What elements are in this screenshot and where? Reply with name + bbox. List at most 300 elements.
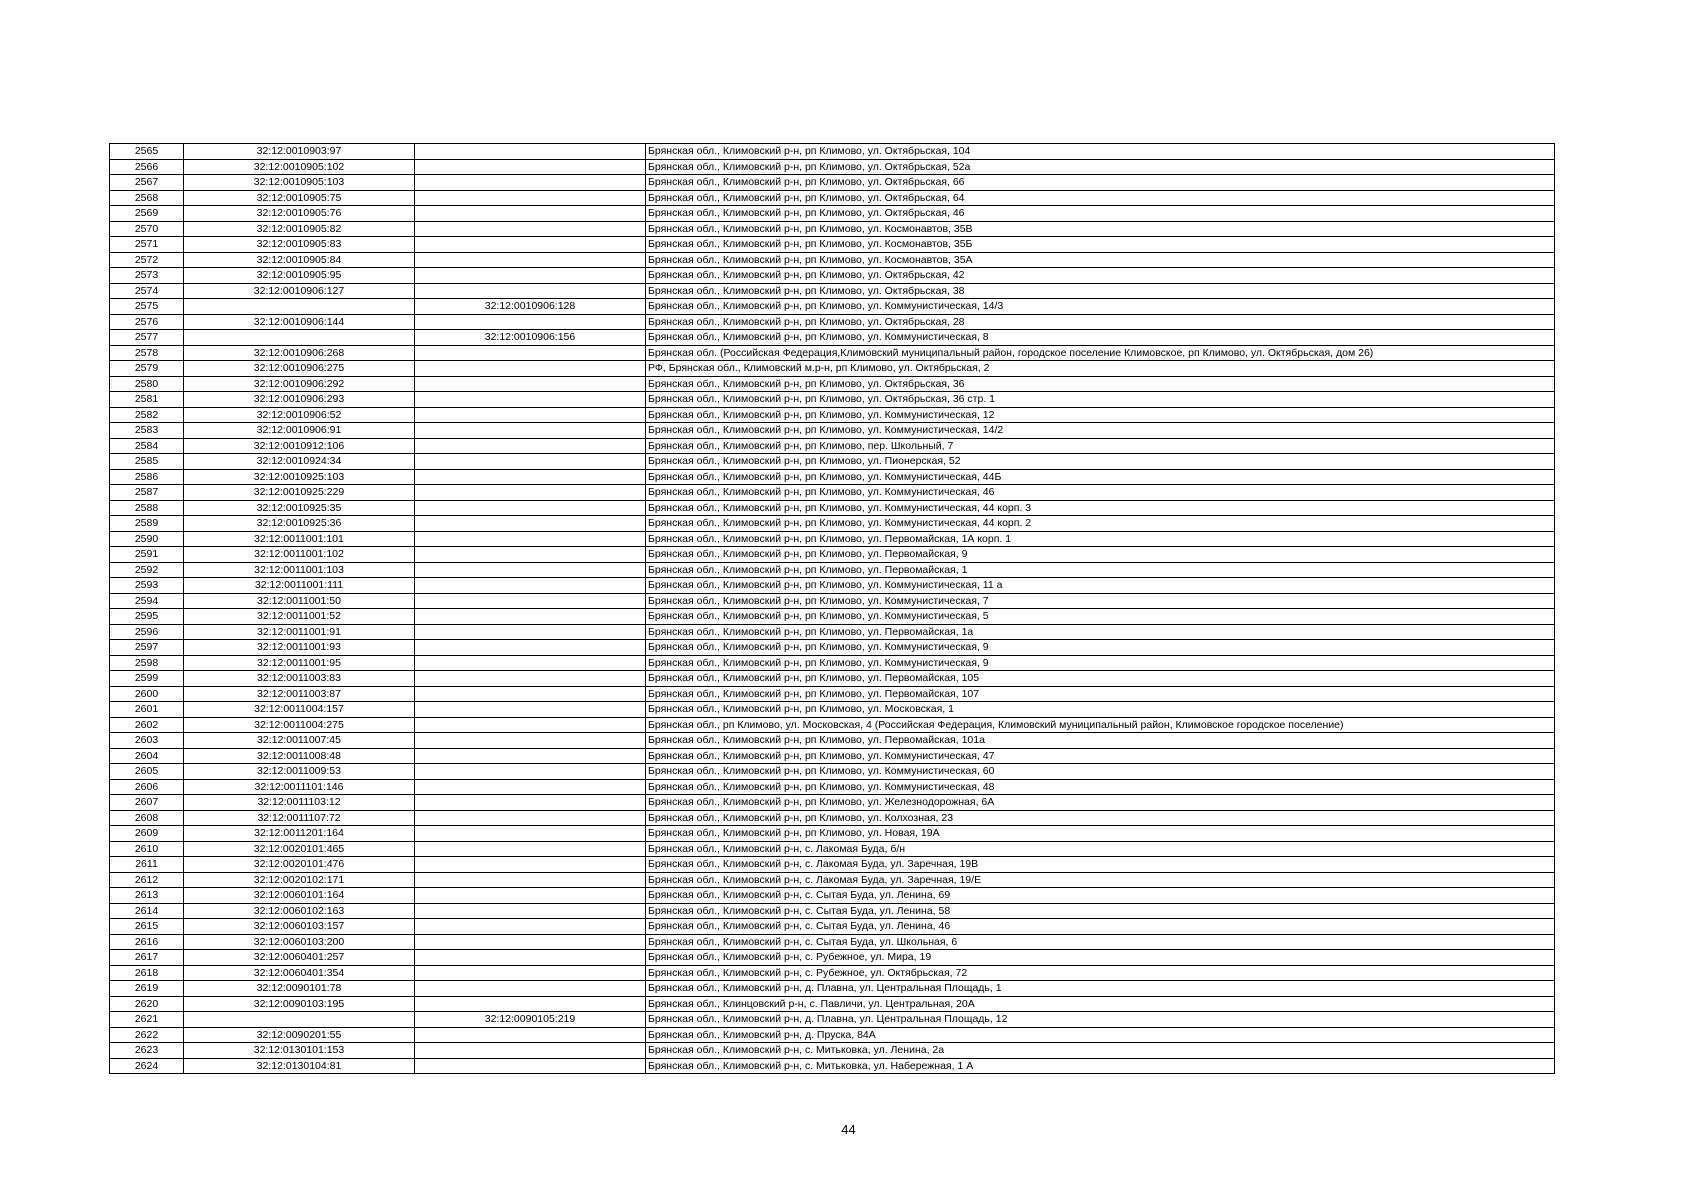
row-number-cell: 2578 <box>110 345 184 361</box>
cadastral-number-cell: 32:12:0010906:52 <box>184 407 415 423</box>
table-row <box>110 981 1555 997</box>
row-number-cell: 2613 <box>110 888 184 904</box>
row-number-cell: 2599 <box>110 671 184 687</box>
table-row <box>110 1027 1555 1043</box>
cadastral-number-cell: 32:12:0010905:95 <box>184 268 415 284</box>
cadastral-number-alt-cell <box>415 655 646 671</box>
cadastral-number-cell: 32:12:0020101:476 <box>184 857 415 873</box>
cadastral-number-cell: 32:12:0011009:53 <box>184 764 415 780</box>
cadastral-number-cell <box>184 299 415 315</box>
table-row <box>110 469 1555 485</box>
address-cell: Брянская обл., Климовский р-н, рп Климово, ул. Пионерская, 52 <box>646 454 1555 470</box>
table-row <box>110 547 1555 563</box>
address-cell: Брянская обл., Климовский р-н, с. Сытая Буда, ул. Ленина, 46 <box>646 919 1555 935</box>
address-cell: Брянская обл., Климовский р-н, рп Климово, ул. Коммунистическая, 44 корп. 3 <box>646 500 1555 516</box>
row-number-cell: 2617 <box>110 950 184 966</box>
table-row <box>110 206 1555 222</box>
address-cell: Брянская обл., Климовский р-н, с. Лакомая Буда, ул. Заречная, 19В <box>646 857 1555 873</box>
address-cell: Брянская обл., Климовский р-н, рп Климово, ул. Коммунистическая, 9 <box>646 640 1555 656</box>
address-cell: Брянская обл., Климовский р-н, рп Климово, ул. Коммунистическая, 12 <box>646 407 1555 423</box>
table-row <box>110 531 1555 547</box>
address-cell: Брянская обл., Климовский р-н, рп Климово, ул. Коммунистическая, 11 а <box>646 578 1555 594</box>
row-number-cell: 2576 <box>110 314 184 330</box>
cadastral-number-cell: 32:12:0011001:111 <box>184 578 415 594</box>
cadastral-number-cell: 32:12:0010906:268 <box>184 345 415 361</box>
cadastral-number-alt-cell <box>415 671 646 687</box>
address-cell: Брянская обл., Климовский р-н, рп Климово, ул. Октябрьская, 42 <box>646 268 1555 284</box>
cadastral-number-alt-cell <box>415 376 646 392</box>
table-row <box>110 795 1555 811</box>
cadastral-number-cell: 32:12:0011001:93 <box>184 640 415 656</box>
row-number-cell: 2598 <box>110 655 184 671</box>
address-cell: Брянская обл. (Российская Федерация,Климовский муниципальный район, городское поселение Климовское, рп Климово, ул. Октябрьская, дом 26) <box>646 345 1555 361</box>
cadastral-number-cell: 32:12:0090101:78 <box>184 981 415 997</box>
address-cell: Брянская обл., Климовский р-н, рп Климово, ул. Коммунистическая, 14/2 <box>646 423 1555 439</box>
table-row <box>110 562 1555 578</box>
cadastral-number-cell: 32:12:0011001:102 <box>184 547 415 563</box>
address-cell: Брянская обл., Климовский р-н, рп Климово, ул. Коммунистическая, 60 <box>646 764 1555 780</box>
cadastral-number-cell: 32:12:0010905:83 <box>184 237 415 253</box>
cadastral-number-alt-cell <box>415 469 646 485</box>
cadastral-number-alt-cell <box>415 748 646 764</box>
cadastral-number-cell: 32:12:0020102:171 <box>184 872 415 888</box>
cadastral-number-alt-cell <box>415 423 646 439</box>
table-row <box>110 593 1555 609</box>
cadastral-number-alt-cell <box>415 392 646 408</box>
cadastral-number-alt-cell <box>415 237 646 253</box>
table-row <box>110 764 1555 780</box>
table-row <box>110 996 1555 1012</box>
table-row <box>110 578 1555 594</box>
row-number-cell: 2603 <box>110 733 184 749</box>
table-row <box>110 903 1555 919</box>
address-cell: Брянская обл., Климовский р-н, с. Лакомая Буда, б/н <box>646 841 1555 857</box>
address-cell: Брянская обл., Климовский р-н, рп Климово, ул. Первомайская, 105 <box>646 671 1555 687</box>
cadastral-number-cell: 32:12:0011103:12 <box>184 795 415 811</box>
table-row <box>110 640 1555 656</box>
address-cell: Брянская обл., Климовский р-н, рп Климово, ул. Октябрьская, 36 стр. 1 <box>646 392 1555 408</box>
address-cell: Брянская обл., Климовский р-н, рп Климово, ул. Железнодорожная, 6А <box>646 795 1555 811</box>
table-row <box>110 919 1555 935</box>
row-number-cell: 2624 <box>110 1058 184 1074</box>
cadastral-number-alt-cell <box>415 593 646 609</box>
cadastral-number-alt-cell: 32:12:0010906:156 <box>415 330 646 346</box>
cadastral-number-cell: 32:12:0010925:229 <box>184 485 415 501</box>
row-number-cell: 2595 <box>110 609 184 625</box>
row-number-cell: 2622 <box>110 1027 184 1043</box>
table-row <box>110 516 1555 532</box>
cadastral-number-alt-cell <box>415 609 646 625</box>
row-number-cell: 2609 <box>110 826 184 842</box>
address-cell: Брянская обл., Климовский р-н, с. Сытая Буда, ул. Ленина, 58 <box>646 903 1555 919</box>
table-row <box>110 314 1555 330</box>
cadastral-number-cell: 32:12:0010925:103 <box>184 469 415 485</box>
row-number-cell: 2568 <box>110 190 184 206</box>
row-number-cell: 2616 <box>110 934 184 950</box>
cadastral-number-alt-cell <box>415 888 646 904</box>
table-row <box>110 733 1555 749</box>
address-cell: РФ, Брянская обл., Климовский м.р-н, рп Климово, ул. Октябрьская, 2 <box>646 361 1555 377</box>
cadastral-number-alt-cell <box>415 764 646 780</box>
cadastral-number-alt-cell <box>415 159 646 175</box>
cadastral-number-alt-cell <box>415 872 646 888</box>
address-cell: Брянская обл., Климовский р-н, рп Климово, ул. Октябрьская, 36 <box>646 376 1555 392</box>
cadastral-number-alt-cell <box>415 314 646 330</box>
cadastral-number-alt-cell <box>415 578 646 594</box>
cadastral-number-cell: 32:12:0010905:103 <box>184 175 415 191</box>
row-number-cell: 2566 <box>110 159 184 175</box>
row-number-cell: 2570 <box>110 221 184 237</box>
table-row <box>110 950 1555 966</box>
cadastral-number-cell: 32:12:0011107:72 <box>184 810 415 826</box>
address-cell: Брянская обл., Климовский р-н, рп Климово, ул. Колхозная, 23 <box>646 810 1555 826</box>
table-row <box>110 655 1555 671</box>
cadastral-number-alt-cell <box>415 919 646 935</box>
row-number-cell: 2612 <box>110 872 184 888</box>
row-number-cell: 2567 <box>110 175 184 191</box>
cadastral-number-cell: 32:12:0011001:95 <box>184 655 415 671</box>
cadastral-number-cell: 32:12:0011008:48 <box>184 748 415 764</box>
table-row <box>110 826 1555 842</box>
cadastral-number-alt-cell <box>415 283 646 299</box>
row-number-cell: 2601 <box>110 702 184 718</box>
cadastral-number-alt-cell <box>415 841 646 857</box>
address-cell: Брянская обл., Климовский р-н, с. Лакомая Буда, ул. Заречная, 19/Е <box>646 872 1555 888</box>
cadastral-number-cell: 32:12:0010906:293 <box>184 392 415 408</box>
cadastral-number-cell <box>184 330 415 346</box>
table-row <box>110 609 1555 625</box>
cadastral-number-cell: 32:12:0010905:75 <box>184 190 415 206</box>
table-row <box>110 1012 1555 1028</box>
row-number-cell: 2587 <box>110 485 184 501</box>
table-row <box>110 252 1555 268</box>
row-number-cell: 2590 <box>110 531 184 547</box>
cadastral-number-cell: 32:12:0130104:81 <box>184 1058 415 1074</box>
row-number-cell: 2577 <box>110 330 184 346</box>
cadastral-number-cell: 32:12:0011004:157 <box>184 702 415 718</box>
table-row <box>110 361 1555 377</box>
row-number-cell: 2569 <box>110 206 184 222</box>
table-row <box>110 779 1555 795</box>
row-number-cell: 2623 <box>110 1043 184 1059</box>
address-cell: Брянская обл., Климовский р-н, рп Климово, ул. Коммунистическая, 44 корп. 2 <box>646 516 1555 532</box>
cadastral-number-cell: 32:12:0060101:164 <box>184 888 415 904</box>
row-number-cell: 2585 <box>110 454 184 470</box>
address-cell: Брянская обл., Климовский р-н, рп Климово, ул. Коммунистическая, 14/3 <box>646 299 1555 315</box>
cadastral-number-cell: 32:12:0011001:52 <box>184 609 415 625</box>
address-cell: Брянская обл., Климовский р-н, рп Климово, ул. Коммунистическая, 7 <box>646 593 1555 609</box>
address-cell: Брянская обл., Климовский р-н, с. Митьковка, ул. Ленина, 2а <box>646 1043 1555 1059</box>
cadastral-number-alt-cell <box>415 717 646 733</box>
cadastral-number-alt-cell <box>415 857 646 873</box>
cadastral-number-cell: 32:12:0010906:275 <box>184 361 415 377</box>
cadastral-number-cell: 32:12:0060103:157 <box>184 919 415 935</box>
cadastral-number-cell: 32:12:0010905:82 <box>184 221 415 237</box>
table-row <box>110 376 1555 392</box>
cadastral-number-alt-cell <box>415 733 646 749</box>
cadastral-number-cell: 32:12:0060102:163 <box>184 903 415 919</box>
address-cell: Брянская обл., Климовский р-н, рп Климово, ул. Коммунистическая, 5 <box>646 609 1555 625</box>
cadastral-number-alt-cell <box>415 965 646 981</box>
cadastral-number-alt-cell <box>415 624 646 640</box>
row-number-cell: 2604 <box>110 748 184 764</box>
address-cell: Брянская обл., Климовский р-н, рп Климово, ул. Первомайская, 107 <box>646 686 1555 702</box>
cadastral-number-alt-cell: 32:12:0010906:128 <box>415 299 646 315</box>
cadastral-number-cell: 32:12:0010925:36 <box>184 516 415 532</box>
address-cell: Брянская обл., Климовский р-н, рп Климово, ул. Коммунистическая, 44Б <box>646 469 1555 485</box>
cadastral-number-alt-cell <box>415 686 646 702</box>
row-number-cell: 2573 <box>110 268 184 284</box>
table-row <box>110 500 1555 516</box>
table-row <box>110 423 1555 439</box>
table-row <box>110 299 1555 315</box>
address-cell: Брянская обл., Климовский р-н, рп Климово, ул. Октябрьская, 46 <box>646 206 1555 222</box>
address-cell: Брянская обл., Климовский р-н, рп Климово, ул. Космонавтов, 35А <box>646 252 1555 268</box>
row-number-cell: 2594 <box>110 593 184 609</box>
cadastral-number-alt-cell <box>415 547 646 563</box>
table-row <box>110 268 1555 284</box>
cadastral-number-cell: 32:12:0090103:195 <box>184 996 415 1012</box>
row-number-cell: 2606 <box>110 779 184 795</box>
cadastral-number-cell: 32:12:0010925:35 <box>184 500 415 516</box>
row-number-cell: 2581 <box>110 392 184 408</box>
address-cell: Брянская обл., Климовский р-н, рп Климово, ул. Коммунистическая, 48 <box>646 779 1555 795</box>
address-cell: Брянская обл., Климовский р-н, рп Климово, ул. Новая, 19А <box>646 826 1555 842</box>
registry-table-body <box>110 144 1555 1074</box>
row-number-cell: 2597 <box>110 640 184 656</box>
row-number-cell: 2611 <box>110 857 184 873</box>
row-number-cell: 2586 <box>110 469 184 485</box>
row-number-cell: 2615 <box>110 919 184 935</box>
page-number: 44 <box>841 1122 856 1137</box>
row-number-cell: 2574 <box>110 283 184 299</box>
cadastral-number-alt-cell <box>415 562 646 578</box>
row-number-cell: 2583 <box>110 423 184 439</box>
address-cell: Брянская обл., Климовский р-н, д. Плавна, ул. Центральная Площадь, 12 <box>646 1012 1555 1028</box>
address-cell: Брянская обл., рп Климово, ул. Московская, 4 (Российская Федерация, Климовский муниципальный район, Климовское городское поселение) <box>646 717 1555 733</box>
address-cell: Брянская обл., Климовский р-н, рп Климово, ул. Первомайская, 9 <box>646 547 1555 563</box>
row-number-cell: 2579 <box>110 361 184 377</box>
cadastral-number-alt-cell <box>415 407 646 423</box>
table-row <box>110 485 1555 501</box>
row-number-cell: 2584 <box>110 438 184 454</box>
table-row <box>110 934 1555 950</box>
table-row <box>110 438 1555 454</box>
address-cell: Брянская обл., Климовский р-н, рп Климово, ул. Октябрьская, 66 <box>646 175 1555 191</box>
table-row <box>110 283 1555 299</box>
table-row <box>110 841 1555 857</box>
cadastral-number-cell <box>184 1012 415 1028</box>
table-row <box>110 190 1555 206</box>
row-number-cell: 2620 <box>110 996 184 1012</box>
address-cell: Брянская обл., Климовский р-н, рп Климово, ул. Октябрьская, 52а <box>646 159 1555 175</box>
row-number-cell: 2592 <box>110 562 184 578</box>
cadastral-number-cell: 32:12:0060103:200 <box>184 934 415 950</box>
address-cell: Брянская обл., Климовский р-н, с. Рубежное, ул. Мира, 19 <box>646 950 1555 966</box>
address-cell: Брянская обл., Климовский р-н, с. Сытая Буда, ул. Ленина, 69 <box>646 888 1555 904</box>
table-row <box>110 144 1555 160</box>
row-number-cell: 2572 <box>110 252 184 268</box>
cadastral-number-alt-cell <box>415 175 646 191</box>
row-number-cell: 2575 <box>110 299 184 315</box>
row-number-cell: 2582 <box>110 407 184 423</box>
cadastral-number-cell: 32:12:0010905:102 <box>184 159 415 175</box>
cadastral-number-cell: 32:12:0010906:144 <box>184 314 415 330</box>
cadastral-number-alt-cell <box>415 1058 646 1074</box>
cadastral-number-alt-cell <box>415 903 646 919</box>
cadastral-number-alt-cell <box>415 934 646 950</box>
table-row <box>110 872 1555 888</box>
table-row <box>110 965 1555 981</box>
cadastral-number-alt-cell <box>415 221 646 237</box>
table-row <box>110 810 1555 826</box>
row-number-cell: 2565 <box>110 144 184 160</box>
address-cell: Брянская обл., Климовский р-н, д. Плавна, ул. Центральная Площадь, 1 <box>646 981 1555 997</box>
cadastral-number-alt-cell: 32:12:0090105:219 <box>415 1012 646 1028</box>
row-number-cell: 2589 <box>110 516 184 532</box>
table-row <box>110 1058 1555 1074</box>
table-row <box>110 702 1555 718</box>
cadastral-number-alt-cell <box>415 500 646 516</box>
cadastral-number-alt-cell <box>415 438 646 454</box>
cadastral-number-cell: 32:12:0130101:153 <box>184 1043 415 1059</box>
row-number-cell: 2591 <box>110 547 184 563</box>
table-row <box>110 748 1555 764</box>
cadastral-number-cell: 32:12:0011101:146 <box>184 779 415 795</box>
table-row <box>110 671 1555 687</box>
row-number-cell: 2618 <box>110 965 184 981</box>
cadastral-number-alt-cell <box>415 810 646 826</box>
cadastral-number-alt-cell <box>415 981 646 997</box>
cadastral-number-alt-cell <box>415 795 646 811</box>
row-number-cell: 2619 <box>110 981 184 997</box>
row-number-cell: 2600 <box>110 686 184 702</box>
address-cell: Брянская обл., Климовский р-н, рп Климово, ул. Космонавтов, 35Б <box>646 237 1555 253</box>
cadastral-number-cell: 32:12:0010906:127 <box>184 283 415 299</box>
address-cell: Брянская обл., Климовский р-н, рп Климово, ул. Первомайская, 1 <box>646 562 1555 578</box>
cadastral-number-alt-cell <box>415 640 646 656</box>
cadastral-number-cell: 32:12:0011201:164 <box>184 826 415 842</box>
cadastral-number-cell: 32:12:0011001:103 <box>184 562 415 578</box>
address-cell: Брянская обл., Климовский р-н, рп Климово, ул. Космонавтов, 35В <box>646 221 1555 237</box>
table-row <box>110 330 1555 346</box>
row-number-cell: 2571 <box>110 237 184 253</box>
cadastral-number-alt-cell <box>415 345 646 361</box>
cadastral-number-cell: 32:12:0010906:292 <box>184 376 415 392</box>
address-cell: Брянская обл., Климовский р-н, рп Климово, ул. Октябрьская, 104 <box>646 144 1555 160</box>
cadastral-number-alt-cell <box>415 1027 646 1043</box>
table-row <box>110 857 1555 873</box>
cadastral-number-cell: 32:12:0011003:83 <box>184 671 415 687</box>
registry-table <box>109 143 1555 1074</box>
table-row <box>110 345 1555 361</box>
address-cell: Брянская обл., Климовский р-н, д. Пруска, 84А <box>646 1027 1555 1043</box>
cadastral-number-alt-cell <box>415 826 646 842</box>
address-cell: Брянская обл., Климовский р-н, рп Климово, ул. Коммунистическая, 9 <box>646 655 1555 671</box>
cadastral-number-cell: 32:12:0090201:55 <box>184 1027 415 1043</box>
table-row <box>110 392 1555 408</box>
cadastral-number-cell: 32:12:0010924:34 <box>184 454 415 470</box>
table-row <box>110 237 1555 253</box>
cadastral-number-cell: 32:12:0060401:354 <box>184 965 415 981</box>
cadastral-number-alt-cell <box>415 206 646 222</box>
address-cell: Брянская обл., Климовский р-н, рп Климово, ул. Московская, 1 <box>646 702 1555 718</box>
row-number-cell: 2614 <box>110 903 184 919</box>
row-number-cell: 2621 <box>110 1012 184 1028</box>
table-row <box>110 624 1555 640</box>
cadastral-number-alt-cell <box>415 268 646 284</box>
address-cell: Брянская обл., Климовский р-н, с. Сытая Буда, ул. Школьная, 6 <box>646 934 1555 950</box>
cadastral-number-alt-cell <box>415 996 646 1012</box>
row-number-cell: 2610 <box>110 841 184 857</box>
cadastral-number-alt-cell <box>415 779 646 795</box>
row-number-cell: 2596 <box>110 624 184 640</box>
row-number-cell: 2607 <box>110 795 184 811</box>
row-number-cell: 2580 <box>110 376 184 392</box>
address-cell: Брянская обл., Климовский р-н, рп Климово, ул. Первомайская, 1а <box>646 624 1555 640</box>
address-cell: Брянская обл., Климовский р-н, рп Климово, ул. Октябрьская, 28 <box>646 314 1555 330</box>
address-cell: Брянская обл., Климовский р-н, рп Климово, ул. Первомайская, 101а <box>646 733 1555 749</box>
address-cell: Брянская обл., Климовский р-н, рп Климово, ул. Коммунистическая, 8 <box>646 330 1555 346</box>
cadastral-number-cell: 32:12:0011003:87 <box>184 686 415 702</box>
table-row <box>110 159 1555 175</box>
table-row <box>110 407 1555 423</box>
address-cell: Брянская обл., Климовский р-н, рп Климово, пер. Школьный, 7 <box>646 438 1555 454</box>
cadastral-number-alt-cell <box>415 190 646 206</box>
cadastral-number-alt-cell <box>415 454 646 470</box>
address-cell: Брянская обл., Климовский р-н, рп Климово, ул. Коммунистическая, 46 <box>646 485 1555 501</box>
registry-sheet <box>109 143 1554 1074</box>
table-row <box>110 1043 1555 1059</box>
row-number-cell: 2588 <box>110 500 184 516</box>
cadastral-number-alt-cell <box>415 252 646 268</box>
cadastral-number-cell: 32:12:0060401:257 <box>184 950 415 966</box>
address-cell: Брянская обл., Клинцовский р-н, с. Павличи, ул. Центральная, 20А <box>646 996 1555 1012</box>
table-row <box>110 221 1555 237</box>
row-number-cell: 2602 <box>110 717 184 733</box>
row-number-cell: 2605 <box>110 764 184 780</box>
cadastral-number-cell: 32:12:0010912:106 <box>184 438 415 454</box>
cadastral-number-cell: 32:12:0011001:101 <box>184 531 415 547</box>
table-row <box>110 717 1555 733</box>
cadastral-number-alt-cell <box>415 702 646 718</box>
table-row <box>110 175 1555 191</box>
cadastral-number-alt-cell <box>415 950 646 966</box>
cadastral-number-alt-cell <box>415 361 646 377</box>
table-row <box>110 454 1555 470</box>
address-cell: Брянская обл., Климовский р-н, рп Климово, ул. Октябрьская, 38 <box>646 283 1555 299</box>
cadastral-number-cell: 32:12:0011004:275 <box>184 717 415 733</box>
row-number-cell: 2593 <box>110 578 184 594</box>
cadastral-number-cell: 32:12:0010903:97 <box>184 144 415 160</box>
address-cell: Брянская обл., Климовский р-н, рп Климово, ул. Первомайская, 1А корп. 1 <box>646 531 1555 547</box>
cadastral-number-cell: 32:12:0010905:84 <box>184 252 415 268</box>
address-cell: Брянская обл., Климовский р-н, с. Рубежное, ул. Октябрьская, 72 <box>646 965 1555 981</box>
cadastral-number-alt-cell <box>415 485 646 501</box>
row-number-cell: 2608 <box>110 810 184 826</box>
cadastral-number-cell: 32:12:0011001:50 <box>184 593 415 609</box>
address-cell: Брянская обл., Климовский р-н, рп Климово, ул. Коммунистическая, 47 <box>646 748 1555 764</box>
address-cell: Брянская обл., Климовский р-н, рп Климово, ул. Октябрьская, 64 <box>646 190 1555 206</box>
table-row <box>110 686 1555 702</box>
cadastral-number-cell: 32:12:0011007:45 <box>184 733 415 749</box>
cadastral-number-alt-cell <box>415 516 646 532</box>
cadastral-number-cell: 32:12:0020101:465 <box>184 841 415 857</box>
cadastral-number-cell: 32:12:0010906:91 <box>184 423 415 439</box>
cadastral-number-alt-cell <box>415 1043 646 1059</box>
cadastral-number-alt-cell <box>415 531 646 547</box>
table-row <box>110 888 1555 904</box>
